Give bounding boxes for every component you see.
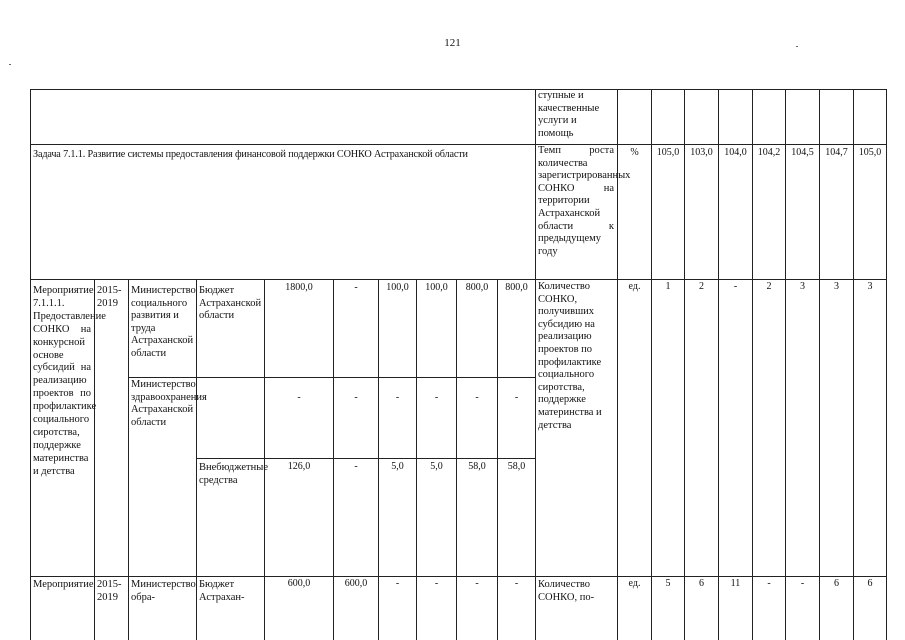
target-cell: 3 xyxy=(800,281,805,292)
measure-unit: ед. xyxy=(628,578,641,589)
amount-cell: - xyxy=(395,392,400,403)
measure-executor: Министерство социального развития и труда Астраханской области xyxy=(131,285,196,359)
amount-cell: - xyxy=(475,578,479,589)
amount-cell: 100,0 xyxy=(425,282,448,293)
funding-source: Внебюджетные средства xyxy=(199,462,268,486)
target-cell: 6 xyxy=(699,578,704,589)
amount-cell: 5,0 xyxy=(391,461,404,472)
target-cell: 6 xyxy=(834,578,839,589)
target-cell: 3 xyxy=(834,281,839,292)
amount-cell: 800,0 xyxy=(505,282,528,293)
amount-cell: 126,0 xyxy=(287,461,311,472)
target-cell: 2 xyxy=(766,281,772,292)
amount-cell: - xyxy=(354,461,358,472)
scan-speck xyxy=(9,64,11,65)
amount-cell: - xyxy=(475,392,479,403)
amount-cell: - xyxy=(354,392,358,403)
amount-cell: - xyxy=(395,578,400,589)
target-cell: - xyxy=(767,578,771,589)
funding-source: Бюджет Астраханской области xyxy=(199,285,262,322)
amount-cell: - xyxy=(297,392,301,403)
amount-cell: 5,0 xyxy=(430,461,443,472)
task-value: 104,0 xyxy=(724,147,747,158)
target-cell: 2 xyxy=(699,281,704,292)
target-cell: 5 xyxy=(665,578,671,589)
target-cell: - xyxy=(800,578,805,589)
task-value: 105,0 xyxy=(858,147,882,158)
measure-period: 2015-2019 xyxy=(97,285,122,309)
task-unit: % xyxy=(630,147,639,158)
amount-cell: - xyxy=(434,578,439,589)
measure-unit: ед. xyxy=(628,281,641,292)
amount-cell: - xyxy=(514,578,519,589)
measure-executor: Министерство обра- xyxy=(131,579,196,603)
funding-source: Бюджет Астрахан- xyxy=(199,579,245,603)
task-indicator: Темп роста количества зарегистрированных СОНКО на территории Астраханской области к предыдущему году xyxy=(538,145,631,257)
target-cell: 1 xyxy=(665,281,671,292)
scan-speck xyxy=(796,46,798,47)
measure-period: 2015-2019 xyxy=(97,579,122,603)
target-cell: 11 xyxy=(730,578,741,589)
amount-cell: - xyxy=(514,392,519,403)
indicator-continuation: ступные и качественные услуги и помощь xyxy=(538,90,600,139)
amount-cell: 100,0 xyxy=(386,282,409,293)
measure-indicator: Количество СОНКО, получивших субсидию на реализацию проектов по профилактике социального сиротства, поддержке материнства и детства xyxy=(538,281,602,431)
amount-cell: 58,0 xyxy=(468,461,486,472)
task-value: 105,0 xyxy=(656,147,680,158)
page-number: 121 xyxy=(444,37,461,49)
task-value: 104,7 xyxy=(825,147,848,158)
measure-name: Мероприятие xyxy=(33,579,94,590)
amount-cell: - xyxy=(434,392,439,403)
target-cell: 3 xyxy=(867,281,873,292)
amount-cell: 600,0 xyxy=(344,578,368,589)
measure-indicator: Количество СОНКО, по- xyxy=(538,579,595,603)
amount-cell: 58,0 xyxy=(507,461,526,472)
target-cell: 6 xyxy=(867,578,873,589)
task-value: 104,2 xyxy=(757,147,781,158)
amount-cell: 600,0 xyxy=(287,578,311,589)
measure-name: Мероприятие 7.1.1.1. Предоставление СОНКО на конкурсной основе субсидий на реализацию проектов по профилактике социального сиротства, поддержке материнства и детства xyxy=(33,285,106,477)
measure-executor: Министерство здравоохранения Астраханской области xyxy=(131,379,207,428)
task-value: 104,5 xyxy=(791,147,814,158)
task-title: Задача 7.1.1. Развитие системы предоставления финансовой поддержки СОНКО Астраханской области xyxy=(33,149,468,160)
amount-cell: - xyxy=(354,282,358,293)
target-cell: - xyxy=(733,281,738,292)
task-value: 103,0 xyxy=(690,147,713,158)
amount-cell: 800,0 xyxy=(465,282,489,293)
amount-cell: 1800,0 xyxy=(285,282,313,293)
